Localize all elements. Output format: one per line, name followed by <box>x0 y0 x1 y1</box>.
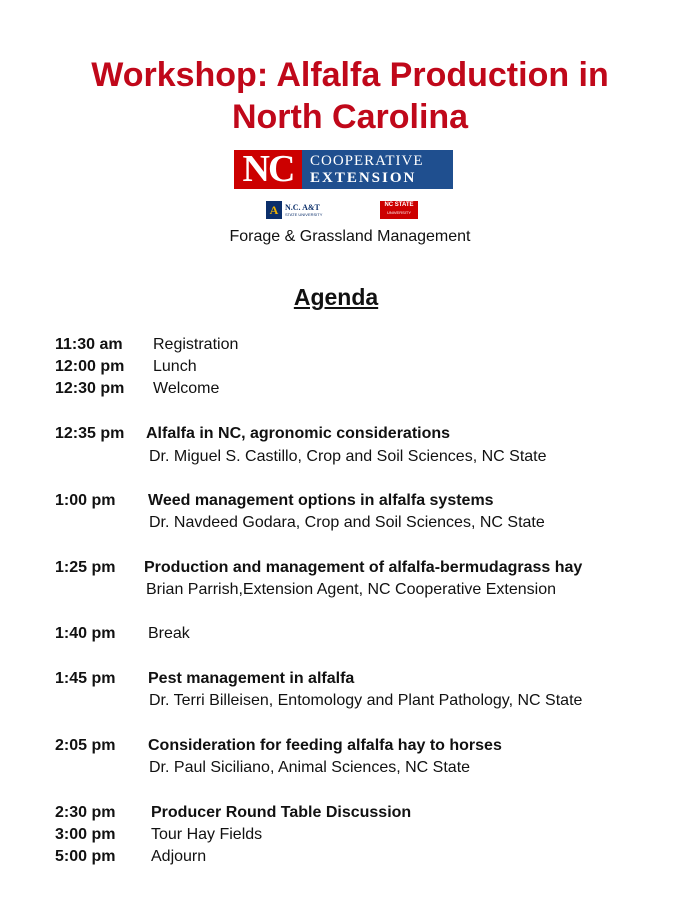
agenda-item <box>0 802 700 824</box>
logo-wordmark <box>302 150 453 189</box>
agenda-speaker: Dr. Navdeed Godara, Crop and Soil Sciences, NC State <box>149 514 545 531</box>
agenda-time: 12:30 pm <box>55 380 125 397</box>
agenda-time: 1:45 pm <box>55 670 116 687</box>
agenda-activity: Break <box>148 625 190 642</box>
agenda-item <box>0 378 700 400</box>
agenda-speaker: Brian Parrish,Extension Agent, NC Cooperative Extension <box>146 581 556 598</box>
agenda-time: 1:25 pm <box>55 559 116 576</box>
ncat-logo <box>266 200 322 220</box>
agenda-item <box>0 334 700 356</box>
agenda-item <box>0 846 700 868</box>
title-line-1: Workshop: Alfalfa Production in <box>91 56 609 94</box>
ncstate-name: NC STATE <box>384 202 414 208</box>
agenda-activity: Pest management in alfalfa <box>148 670 355 687</box>
agenda-time: 1:40 pm <box>55 625 116 642</box>
agenda-item <box>0 423 700 445</box>
agenda-item <box>0 356 700 378</box>
agenda-time: 1:00 pm <box>55 492 116 509</box>
agenda-item <box>0 735 700 757</box>
agenda-time: 2:05 pm <box>55 737 116 754</box>
agenda-activity: Alfalfa in NC, agronomic considerations <box>146 425 451 442</box>
nc-cooperative-extension-logo <box>234 150 453 189</box>
agenda-activity: Welcome <box>153 380 220 397</box>
agenda-speaker: Dr. Terri Billeisen, Entomology and Plant Pathology, NC State <box>149 692 583 709</box>
agenda-item <box>0 623 700 645</box>
agenda-time: 11:30 am <box>55 336 123 353</box>
ncat-wordmark <box>285 203 322 217</box>
agenda-time: 3:00 pm <box>55 826 116 843</box>
agenda-time: 5:00 pm <box>55 848 116 865</box>
logo-line-1: COOPERATIVE <box>310 152 424 169</box>
agenda-item <box>0 557 700 579</box>
ncat-name: N.C. A&T <box>285 203 320 212</box>
ncat-sub: STATE UNIVERSITY <box>285 212 323 217</box>
agenda-activity: Registration <box>153 336 239 353</box>
logo-nc-mark: NC <box>234 150 302 189</box>
agenda-activity: Producer Round Table Discussion <box>151 804 412 821</box>
ncstate-sub: UNIVERSITY <box>386 210 411 215</box>
department-label: Forage & Grassland Management <box>229 228 471 245</box>
agenda-speaker: Dr. Miguel S. Castillo, Crop and Soil Sciences, NC State <box>149 448 547 465</box>
agenda-activity: Production and management of alfalfa-bermudagrass hay <box>144 559 583 576</box>
title-line-2: North Carolina <box>231 98 469 136</box>
aggie-icon: A <box>266 201 282 219</box>
agenda-time: 12:00 pm <box>55 358 125 375</box>
logo-line-2: EXTENSION <box>310 169 417 186</box>
agenda-activity: Weed management options in alfalfa systems <box>148 492 494 509</box>
agenda-activity: Adjourn <box>151 848 207 865</box>
agenda-activity: Consideration for feeding alfalfa hay to horses <box>148 737 502 754</box>
agenda-time: 2:30 pm <box>55 804 116 821</box>
agenda-activity: Tour Hay Fields <box>151 826 263 843</box>
page-title <box>0 54 700 138</box>
agenda-item <box>0 824 700 846</box>
agenda-time: 12:35 pm <box>55 425 125 442</box>
ncstate-logo <box>380 201 418 219</box>
agenda-item <box>0 668 700 690</box>
agenda-activity: Lunch <box>153 358 197 375</box>
agenda-heading: Agenda <box>293 284 379 310</box>
agenda-speaker: Dr. Paul Siciliano, Animal Sciences, NC State <box>149 759 471 776</box>
agenda-item <box>0 490 700 512</box>
